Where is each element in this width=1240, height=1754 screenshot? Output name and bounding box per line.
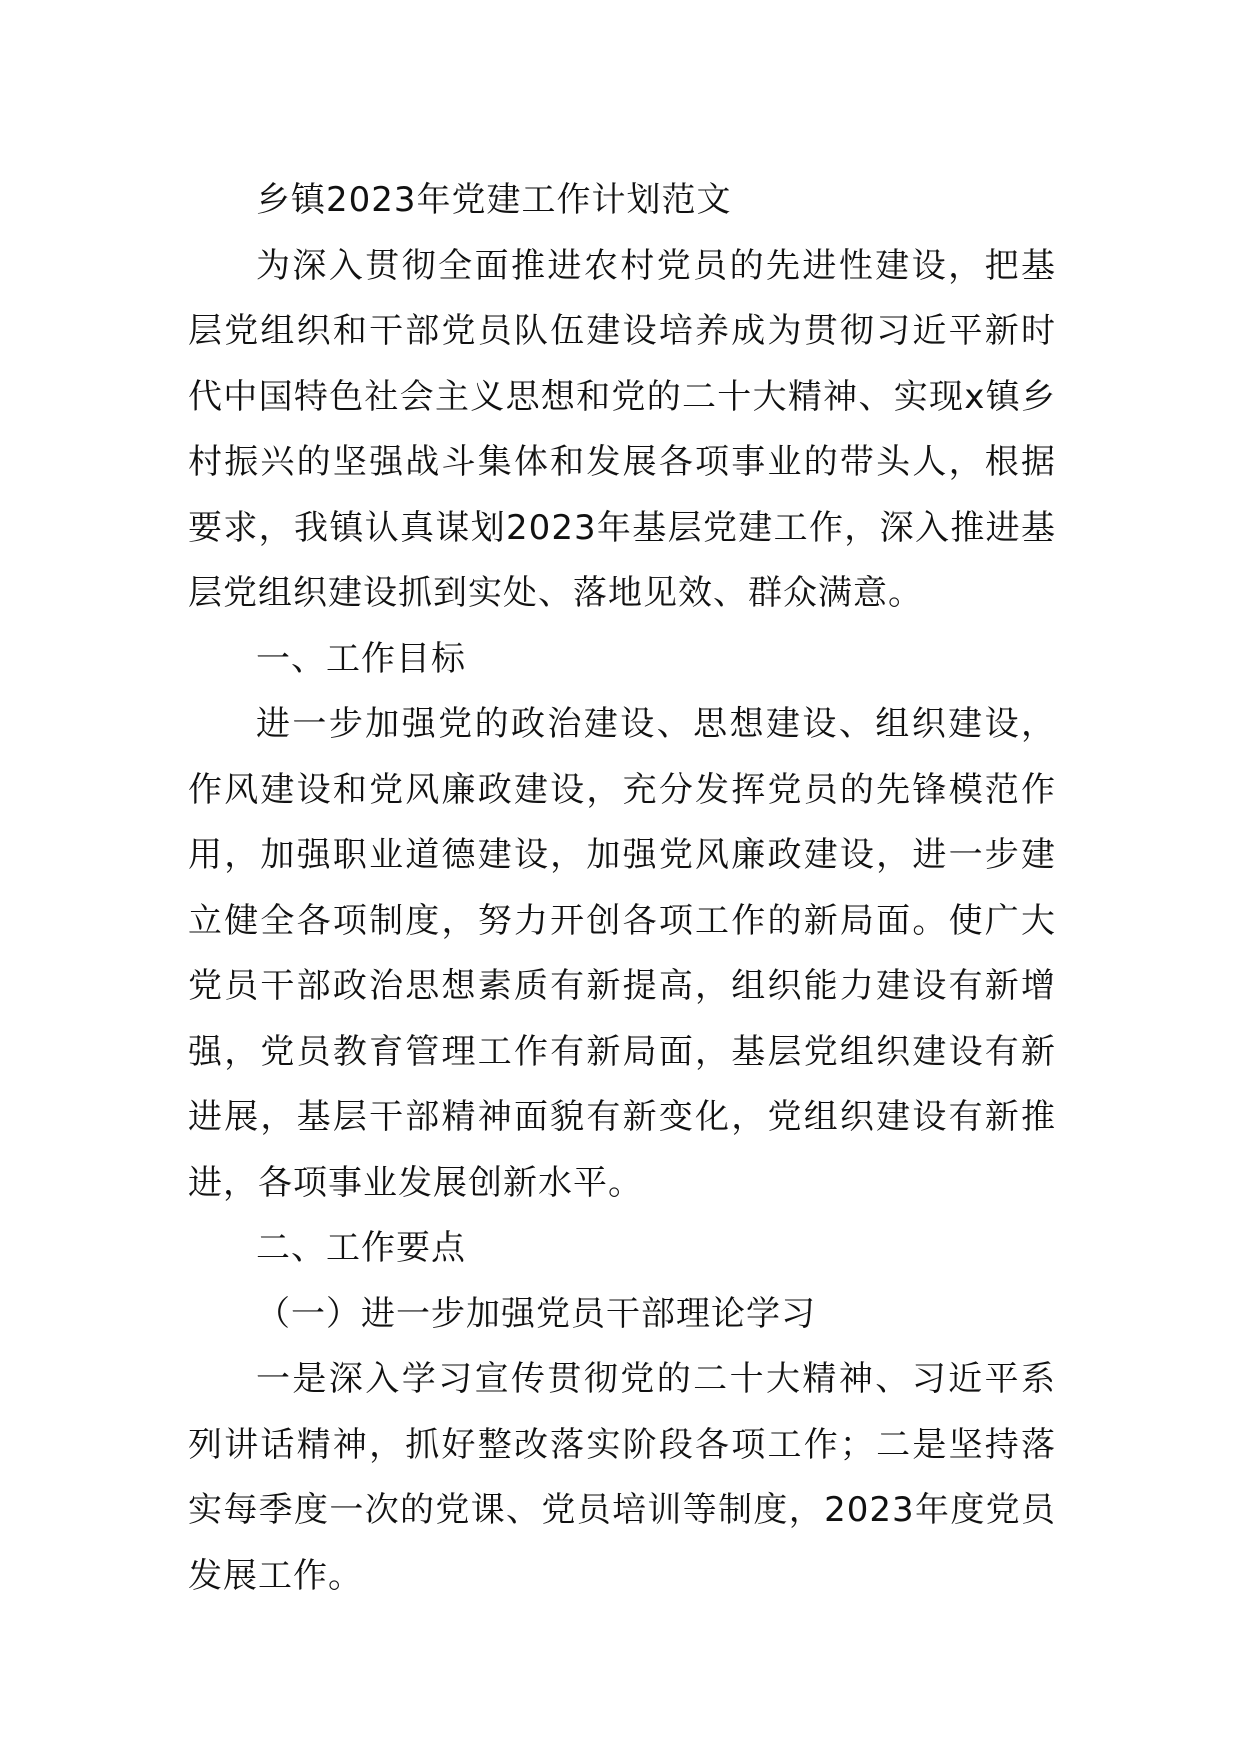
intro-paragraph: 为深入贯彻全面推进农村党员的先进性建设，把基层党组织和干部党员队伍建设培养成为贯彻习近平新时代中国特色社会主义思想和党的二十大精神、实现x镇乡村振兴的坚强战斗集体和发展各项事业的带头人，根据要求，我镇认真谋划2023年基层党建工作，深入推进基层党组织建设抓到实处、落地见效、群众满意。 [188, 245, 1056, 613]
goals-paragraph: 进一步加强党的政治建设、思想建设、组织建设，作风建设和党风廉政建设，充分发挥党员的先锋模范作用，加强职业道德建设，加强党风廉政建设，进一步建立健全各项制度，努力开创各项工作的新局面。使广大党员干部政治思想素质有新提高，组织能力建设有新增强，党员教育管理工作有新局面，基层党组织建设有新进展，基层干部精神面貌有新变化，党组织建设有新推进，各项事业发展创新水平。 [188, 704, 1056, 1203]
section-heading-key-points: 二、工作要点 [256, 1228, 466, 1268]
theory-study-paragraph: 一是深入学习宣传贯彻党的二十大精神、习近平系列讲话精神，抓好整改落实阶段各项工作；二是坚持落实每季度一次的党课、党员培训等制度，2023年度党员发展工作。 [188, 1359, 1056, 1596]
section-heading-goals: 一、工作目标 [256, 638, 466, 679]
document-page [188, 168, 1056, 1609]
document-title: 乡镇2023年党建工作计划范文 [256, 180, 732, 220]
subsection-heading-theory-study: （一）进一步加强党员干部理论学习 [256, 1293, 816, 1334]
